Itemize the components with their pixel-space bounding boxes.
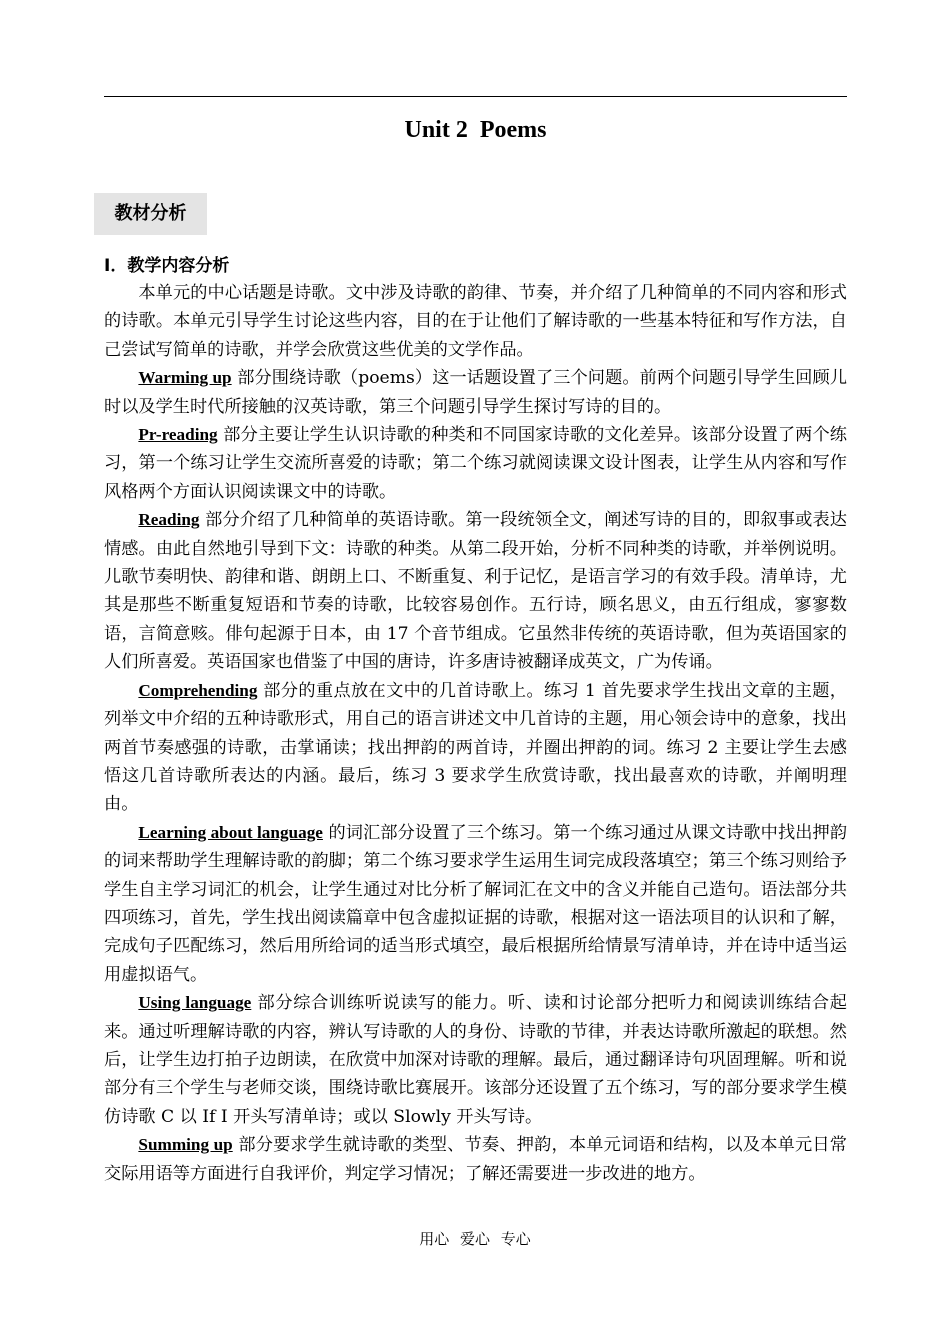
paragraph-text: 部分介绍了几种简单的英语诗歌。第一段统领全文，阐述写诗的目的，即叙事或表达情感。由此自然地引导到下文：诗歌的种类。从第二段开始，分析不同种类的诗歌，并举例说明。儿歌节奏明快、韵律和谐、朗朗上口、不断重复、利于记忆，是语言学习的有效手段。清单诗，尤其是那些不断重复短语和节奏的诗歌，比较容易创作。五行诗，顾名思义，由五行组成，寥寥数语，言简意赅。俳句起源于日本，由 17 个音节组成。它虽然非传统的英语诗歌，但为英语国家的人们所喜爱。英语国家也借鉴了中国的唐诗，许多唐诗被翻译成英文，广为传诵。 bbox=[104, 510, 847, 673]
body-text bbox=[104, 279, 847, 1188]
paragraph-lead: Summing up bbox=[138, 1135, 233, 1155]
paragraph-reading bbox=[104, 506, 847, 676]
section-tag: 教材分析 bbox=[94, 193, 207, 235]
paragraph-text: 部分围绕诗歌（poems）这一话题设置了三个问题。前两个问题引导学生回顾儿时以及学生时代所接触的汉英诗歌，第三个问题引导学生探讨写诗的目的。 bbox=[104, 368, 848, 417]
paragraph-comprehending bbox=[104, 677, 847, 819]
paragraph-pre-reading bbox=[104, 421, 847, 506]
paragraph-lead: Learning about language bbox=[138, 822, 323, 842]
paragraph-lead: Comprehending bbox=[138, 680, 258, 700]
paragraph-text: 部分主要让学生认识诗歌的种类和不同国家诗歌的文化差异。该部分设置了两个练习，第一个练习让学生交流所喜爱的诗歌；第二个练习就阅读课文设计图表，让学生从内容和写作风格两个方面认识阅读课文中的诗歌。 bbox=[104, 425, 847, 502]
paragraph-text: 部分的重点放在文中的几首诗歌上。练习 1 首先要求学生找出文章的主题，列举文中介绍的五种诗歌形式，用自己的语言讲述文中几首诗的主题，用心领会诗中的意象，找出两首节奏感强的诗歌，击掌诵读；找出押韵的两首诗，并圈出押韵的词。练习 2 主要让学生去感悟这几首诗歌所表达的内涵。最后，练习 3 要求学生欣赏诗歌，找出最喜欢的诗歌，并阐明理由。 bbox=[104, 680, 847, 815]
paragraph-learning-about-language bbox=[104, 819, 847, 989]
paragraph-using-language bbox=[104, 989, 847, 1131]
paragraph-text: 部分综合训练听说读写的能力。听、读和讨论部分把听力和阅读训练结合起来。通过听理解诗歌的内容，辨认写诗歌的人的身份、诗歌的节律，并表达诗歌所激起的联想。然后，让学生边打拍子边朗读，在欣赏中加深对诗歌的理解。最后，通过翻译诗句巩固理解。听和说部分有三个学生与老师交谈，围绕诗歌比赛展开。该部分还设置了五个练习，写的部分要求学生模仿诗歌 C 以 If I 开头写清单诗；或以 Slowly 开头写诗。 bbox=[104, 993, 847, 1127]
paragraph-intro bbox=[104, 279, 847, 364]
header-rule bbox=[104, 96, 847, 97]
paragraph-text: 本单元的中心话题是诗歌。文中涉及诗歌的韵律、节奏，并介绍了几种简单的不同内容和形式的诗歌。本单元引导学生讨论这些内容，目的在于让他们了解诗歌的一些基本特征和写作方法，自己尝试写简单的诗歌，并学会欣赏这些优美的文学作品。 bbox=[104, 283, 847, 360]
paragraph-warming-up bbox=[104, 364, 847, 421]
paragraph-lead: Using language bbox=[138, 993, 252, 1013]
page-title: Unit 2 Poems bbox=[404, 117, 547, 143]
paragraph-lead: Pr-reading bbox=[138, 425, 218, 445]
paragraph-lead: Warming up bbox=[138, 368, 232, 388]
paragraph-text: 部分要求学生就诗歌的类型、节奏、押韵，本单元词语和结构，以及本单元日常交际用语等方面进行自我评价，判定学习情况；了解还需要进一步改进的地方。 bbox=[104, 1135, 847, 1184]
paragraph-summing-up bbox=[104, 1131, 847, 1188]
page-footer: 用心 爱心 专心 bbox=[419, 1230, 531, 1248]
paragraph-text: 的词汇部分设置了三个练习。第一个练习通过从课文诗歌中找出押韵的词来帮助学生理解诗歌的韵脚；第二个练习要求学生运用生词完成段落填空；第三个练习则给予学生自主学习词汇的机会，让学生通过对比分析了解词汇在文中的含义并能自己造句。语法部分共四项练习，首先，学生找出阅读篇章中包含虚拟证据的诗歌，根据对这一语法项目的认识和了解，完成句子匹配练习，然后用所给词的适当形式填空，最后根据所给情景写清单诗，并在诗中适当运用虚拟语气。 bbox=[104, 822, 848, 985]
section-heading: I．教学内容分析 bbox=[104, 256, 230, 276]
paragraph-lead: Reading bbox=[138, 510, 200, 530]
